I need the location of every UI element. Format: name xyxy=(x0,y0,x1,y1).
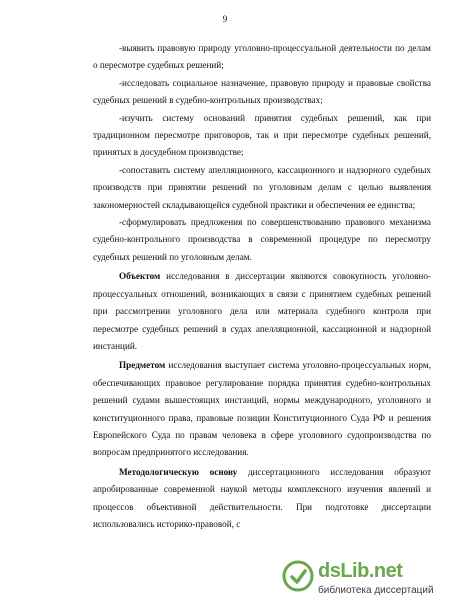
subject-text: исследования выступает система уголовно-процессуальных норм, обеспечивающих правовое регулирование порядка принятия судебно-контрольных решений судами вышестоящих инстанций, нормы международного, уголовного и конституционного права, правовые позиции Конституционного Суда РФ и решения Европейского Суда по правам человека в сфере уголовного судопроизводства по вопросам предпринятого исследования. xyxy=(93,360,431,458)
object-paragraph xyxy=(93,268,431,355)
watermark-subtitle: библиотека диссертаций xyxy=(318,585,434,596)
methodology-lead: Методологическую основу xyxy=(119,466,238,477)
document-body xyxy=(93,40,431,533)
subject-paragraph xyxy=(93,357,431,461)
object-text: исследования в диссертации являются совокупность уголовно-процессуальных отношений, возникающих в связи с принятием судебных решений при рассмотрении уголовного дела или материала судебного контроля при пересмотре судебных решений в судах апелляционной, кассационной и надзорной инстанций. xyxy=(93,271,431,351)
page-number: 9 xyxy=(222,14,228,24)
task-item-3: -изучить систему оснований принятия судебных решений, как при традиционном пересмотре приговоров, так и при пересмотре судебных решений, принятых в досудебном производстве; xyxy=(93,112,431,158)
watermark-title: dsLib.net xyxy=(318,560,403,582)
methodology-paragraph xyxy=(93,464,431,534)
subject-lead: Предметом xyxy=(119,360,166,371)
task-item-1: -выявить правовую природу уголовно-процессуальной деятельности по делам о пересмотре судебных решений; xyxy=(93,43,431,71)
dslib-logo-icon xyxy=(282,560,314,592)
methodology-text: диссертационного исследования образуют апробированные современной наукой методы комплексного изучения явлений и процессов объективной действительности. При подготовке диссертации использовались историко-правовой, с xyxy=(93,466,431,529)
dslib-watermark[interactable] xyxy=(282,560,442,600)
task-item-2: -исследовать социальное назначение, правовую природу и правовые свойства судебных решений в судебно-контрольных производствах; xyxy=(93,77,431,106)
task-item-4: -сопоставить систему апелляционного, кассационного и надзорного судебных производств при принятии решений по уголовным делам с целью выявления закономерностей складывающейся судебной практики и обеспечения ее единства; xyxy=(93,164,431,210)
task-item-5: -сформулировать предложения по совершенствованию правового механизма судебно-контрольного производства в современной процедуре по пересмотру судебных решений по уголовным делам. xyxy=(93,217,431,262)
object-lead: Объектом xyxy=(119,271,161,282)
